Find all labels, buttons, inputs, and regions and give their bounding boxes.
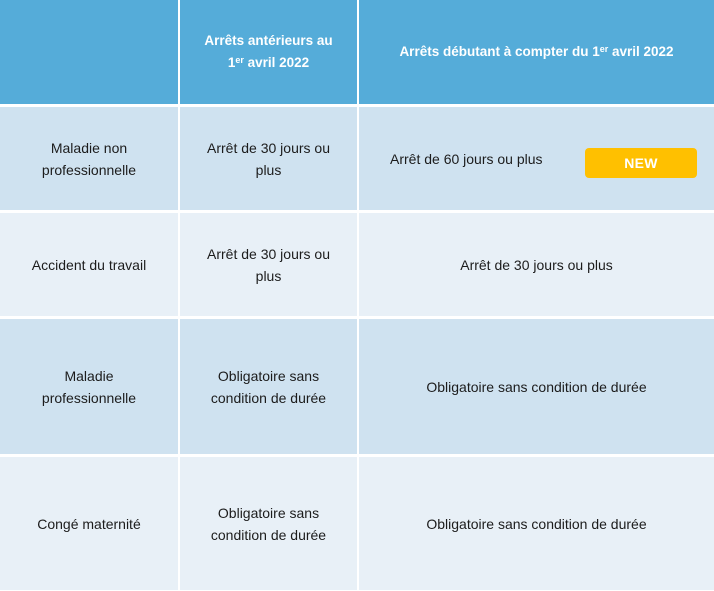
row-label-conge-maternite: Congé maternité bbox=[0, 457, 178, 590]
header-before-year: avril 2022 bbox=[243, 55, 310, 70]
header-before-text bbox=[198, 30, 339, 74]
row-after-accident-travail: Arrêt de 30 jours ou plus bbox=[359, 213, 714, 316]
row-before-accident-travail: Arrêt de 30 jours ou plus bbox=[180, 213, 357, 316]
header-after-main: Arrêts débutant à compter du 1 bbox=[399, 44, 600, 59]
header-cell-before bbox=[180, 0, 357, 104]
header-before-main: Arrêts antérieurs au 1 bbox=[204, 33, 333, 70]
row-after-maladie-non-pro bbox=[359, 107, 714, 210]
header-after-text bbox=[399, 41, 673, 63]
row-before-maladie-pro: Obligatoire sans condition de durée bbox=[180, 319, 357, 454]
row-label-maladie-pro: Maladie professionnelle bbox=[0, 319, 178, 454]
row-before-maladie-non-pro: Arrêt de 30 jours ou plus bbox=[180, 107, 357, 210]
header-cell-after bbox=[359, 0, 714, 104]
new-badge: NEW bbox=[585, 148, 697, 178]
row-label-accident-travail: Accident du travail bbox=[0, 213, 178, 316]
row-after-conge-maternite: Obligatoire sans condition de durée bbox=[359, 457, 714, 590]
row-after-text: Arrêt de 60 jours ou plus bbox=[390, 150, 543, 167]
header-before-sup: er bbox=[235, 55, 244, 65]
row-after-maladie-pro: Obligatoire sans condition de durée bbox=[359, 319, 714, 454]
header-cell-empty bbox=[0, 0, 178, 104]
header-after-sup: er bbox=[599, 44, 609, 54]
row-before-conge-maternite: Obligatoire sans condition de durée bbox=[180, 457, 357, 590]
header-after-year: avril 2022 bbox=[608, 44, 674, 59]
row-label-maladie-non-pro: Maladie non professionnelle bbox=[0, 107, 178, 210]
